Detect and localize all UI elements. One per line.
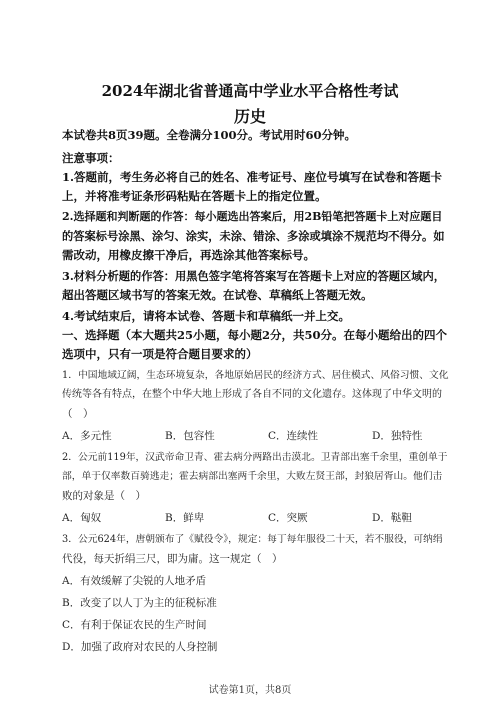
question-3-option-a: A．有效缓解了尖锐的人地矛盾 (62, 575, 207, 587)
question-2-option-c: C．突厥 (268, 512, 308, 524)
question-1-option-d: D．独特性 (372, 430, 423, 442)
question-3-line-2: 代役，每天折绢三尺，即为庸。这一规定（ ） (62, 553, 283, 565)
question-3-option-b: B．改变了以人丁为主的征税标准 (62, 597, 217, 609)
question-2-option-d: D．鞑靼 (372, 512, 412, 524)
notice-2-line-1: 2.选择题和判断题的作答：每小题选出答案后，用2B铅笔把答题卡上对应题目 (62, 210, 443, 223)
question-1-line-3: （ ） (62, 408, 94, 420)
question-3-option-c: C．有利于保证农民的生产时间 (62, 619, 207, 631)
question-3-option-d: D．加强了政府对农民的人身控制 (62, 641, 218, 653)
section-1-heading-line-1: 一、选择题（本大题共25小题，每小题2分，共50分。在每小题给出的四个 (62, 328, 448, 342)
question-1-line-2: 传统等各有特点，在整个中华大地上形成了各自不同的文化遗存。这体现了中华文明的 (62, 389, 442, 400)
notice-1-line-2: 上，并将准考证条形码粘贴在答题卡上的指定位置。 (62, 189, 327, 203)
question-1-option-c: C．连续性 (268, 430, 319, 442)
question-2-line-1: 2．公元前119年，汉武帝命卫青、霍去病分两路出击漠北。卫青部出塞千余里，重创单于 (62, 452, 448, 463)
notice-3-line-2: 超出答题区域书写的答案无效。在试卷、草稿纸上答题无效。 (62, 288, 373, 302)
question-1-option-a: A．多元性 (62, 430, 112, 442)
question-2-line-3: 败的对象是（ ） (62, 490, 146, 502)
notice-2-line-3: 需改动，用橡皮擦干净后，再选涂其他答案标号。 (62, 248, 315, 262)
subject-title: 历史 (233, 107, 266, 126)
notice-3-line-1: 3.材料分析题的作答：用黑色签字笔将答案写在答题卡上对应的答题区域内， (62, 269, 445, 283)
question-3-line-1: 3．公元624年，唐朝颁布了《赋役令》，规定：每丁每年服役二十天，若不服役，可纳绢 (62, 534, 443, 545)
notice-1-line-1: 1.答题前，考生务必将自己的姓名、准考证号、座位号填写在试卷和答题卡 (62, 170, 443, 184)
question-2-line-2: 部，单于仅率数百骑逃走；霍去病部出塞两千余里，大败左贤王部，封狼居胥山。他们击 (62, 471, 443, 482)
notice-2-line-2: 的答案标号涂黑、涂匀、涂实，未涂、错涂、多涂或填涂不规范均不得分。如 (62, 229, 445, 243)
question-2-option-a: A．匈奴 (62, 512, 102, 524)
question-1-option-b: B．包容性 (165, 430, 215, 442)
notice-heading: 注意事项： (62, 151, 120, 165)
notice-4: 4.考试结束后，请将本试卷、答题卡和草稿纸一并上交。 (62, 309, 351, 323)
exam-title: 2024年湖北省普通高中学业水平合格性考试 (101, 82, 399, 100)
page-footer: 试卷第1页，共8页 (208, 685, 292, 696)
question-2-option-b: B．鲜卑 (165, 512, 205, 524)
question-1-line-1: 1．中国地域辽阔，生态环境复杂，各地原始居民的经济方式、居住模式、风俗习惯、文化 (62, 370, 449, 381)
section-1-heading-line-2: 选项中，只有一项是符合题目要求的） (62, 347, 258, 361)
exam-intro: 本试卷共8页39题。全卷满分100分。考试用时60分钟。 (62, 128, 357, 142)
